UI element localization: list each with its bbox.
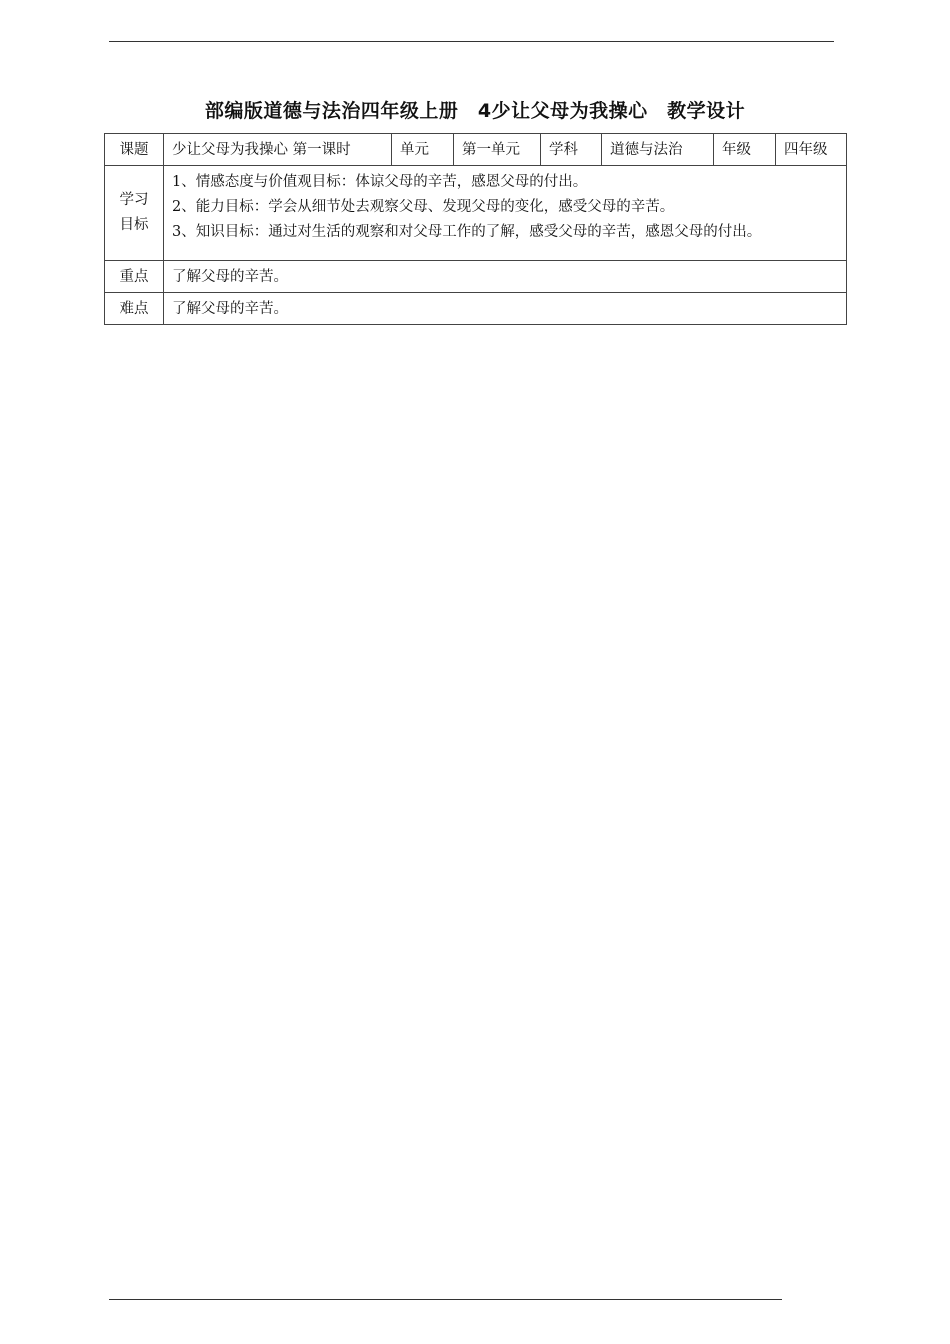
table-row	[105, 134, 847, 166]
table-row	[105, 293, 847, 325]
objectives-label-line2: 目标	[119, 217, 149, 233]
difficulty-value: 了解父母的辛苦。	[164, 293, 847, 325]
grade-value: 四年级	[776, 134, 847, 166]
key-point-label: 重点	[105, 261, 164, 293]
difficulty-label: 难点	[105, 293, 164, 325]
objective-item: 1、情感态度与价值观目标：体谅父母的辛苦，感恩父母的付出。	[172, 174, 588, 190]
subject-label: 学科	[541, 134, 602, 166]
objectives-label	[105, 166, 164, 261]
objectives-content	[164, 166, 847, 261]
subject-value: 道德与法治	[602, 134, 714, 166]
unit-value: 第一单元	[454, 134, 541, 166]
objective-item: 2、能力目标：学会从细节处去观察父母、发现父母的变化，感受父母的辛苦。	[172, 199, 675, 215]
topic-value: 少让父母为我操心 第一课时	[164, 134, 392, 166]
header-rule	[109, 41, 834, 42]
table-row	[105, 166, 847, 261]
unit-label: 单元	[392, 134, 454, 166]
document-title: 部编版道德与法治四年级上册 4少让父母为我操心 教学设计	[204, 100, 746, 122]
key-point-value: 了解父母的辛苦。	[164, 261, 847, 293]
topic-label: 课题	[105, 134, 164, 166]
objective-item: 3、知识目标：通过对生活的观察和对父母工作的了解，感受父母的辛苦，感恩父母的付出。	[172, 224, 762, 240]
table-row	[105, 261, 847, 293]
footer-rule	[109, 1299, 782, 1300]
objectives-label-line1: 学习	[119, 192, 149, 208]
lesson-plan-table	[104, 133, 847, 325]
grade-label: 年级	[714, 134, 776, 166]
